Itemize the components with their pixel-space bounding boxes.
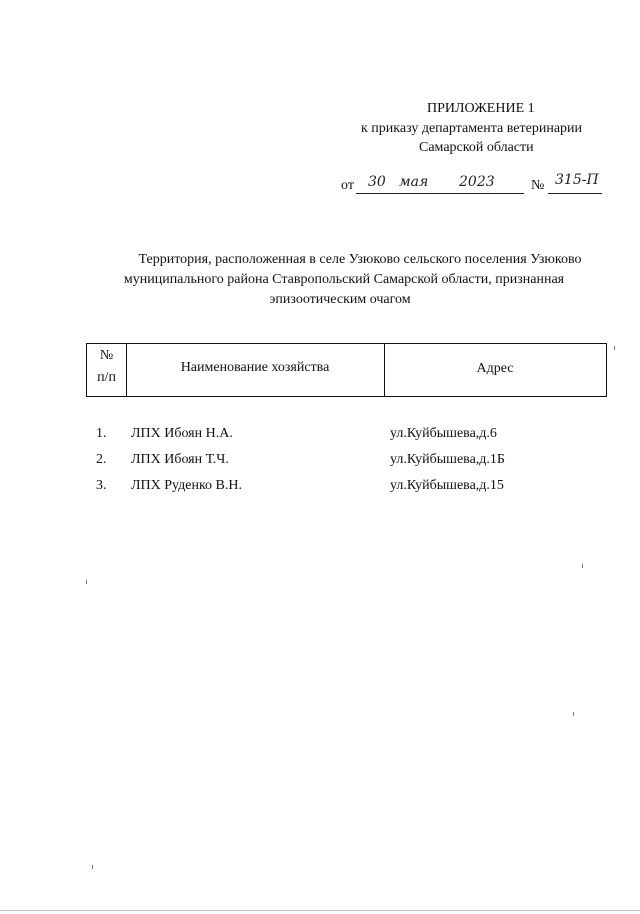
row-name: ЛПХ Ибоян Т.Ч. [131, 452, 229, 467]
scan-speck [582, 564, 583, 568]
row-num: 2. [96, 452, 107, 467]
date-prefix: от [341, 178, 354, 193]
row-name: ЛПХ Ибоян Н.А. [131, 426, 233, 441]
col-num-header-line1: № [99, 348, 114, 363]
heading-line3: эпизоотическим очагом [269, 292, 411, 307]
date-day: 30 [368, 174, 386, 190]
date-underline [356, 193, 524, 194]
heading-line2: муниципального района Ставропольский Самарской области, признанная [123, 272, 565, 287]
row-num: 3. [96, 478, 107, 493]
heading-line1: Территория, расположенная в селе Узюково сельского поселения Узюково [138, 252, 582, 267]
date-year: 2023 [459, 174, 495, 190]
scan-speck [573, 712, 574, 716]
scan-speck [86, 580, 87, 584]
scan-speck [614, 346, 615, 350]
row-name: ЛПХ Руденко В.Н. [131, 478, 242, 493]
col-num-header-line2: п/п [97, 370, 116, 385]
table-header [86, 343, 607, 397]
appendix-subtitle-line1: к приказу департамента ветеринарии [361, 121, 583, 136]
order-number: 315-П [555, 172, 599, 188]
row-address: ул.Куйбышева,д.6 [390, 426, 497, 441]
scan-edge [0, 910, 640, 911]
date-month: мая [399, 174, 429, 190]
appendix-subtitle-line2: Самарской области [419, 140, 534, 155]
scan-speck [92, 865, 93, 869]
col-name-header: Наименование хозяйства [180, 360, 330, 375]
col-address-header: Адрес [476, 361, 514, 376]
row-address: ул.Куйбышева,д.1Б [390, 452, 505, 467]
appendix-title: ПРИЛОЖЕНИЕ 1 [427, 101, 535, 116]
number-prefix: № [531, 178, 545, 193]
number-underline [548, 193, 602, 194]
row-address: ул.Куйбышева,д.15 [390, 478, 504, 493]
row-num: 1. [96, 426, 107, 441]
